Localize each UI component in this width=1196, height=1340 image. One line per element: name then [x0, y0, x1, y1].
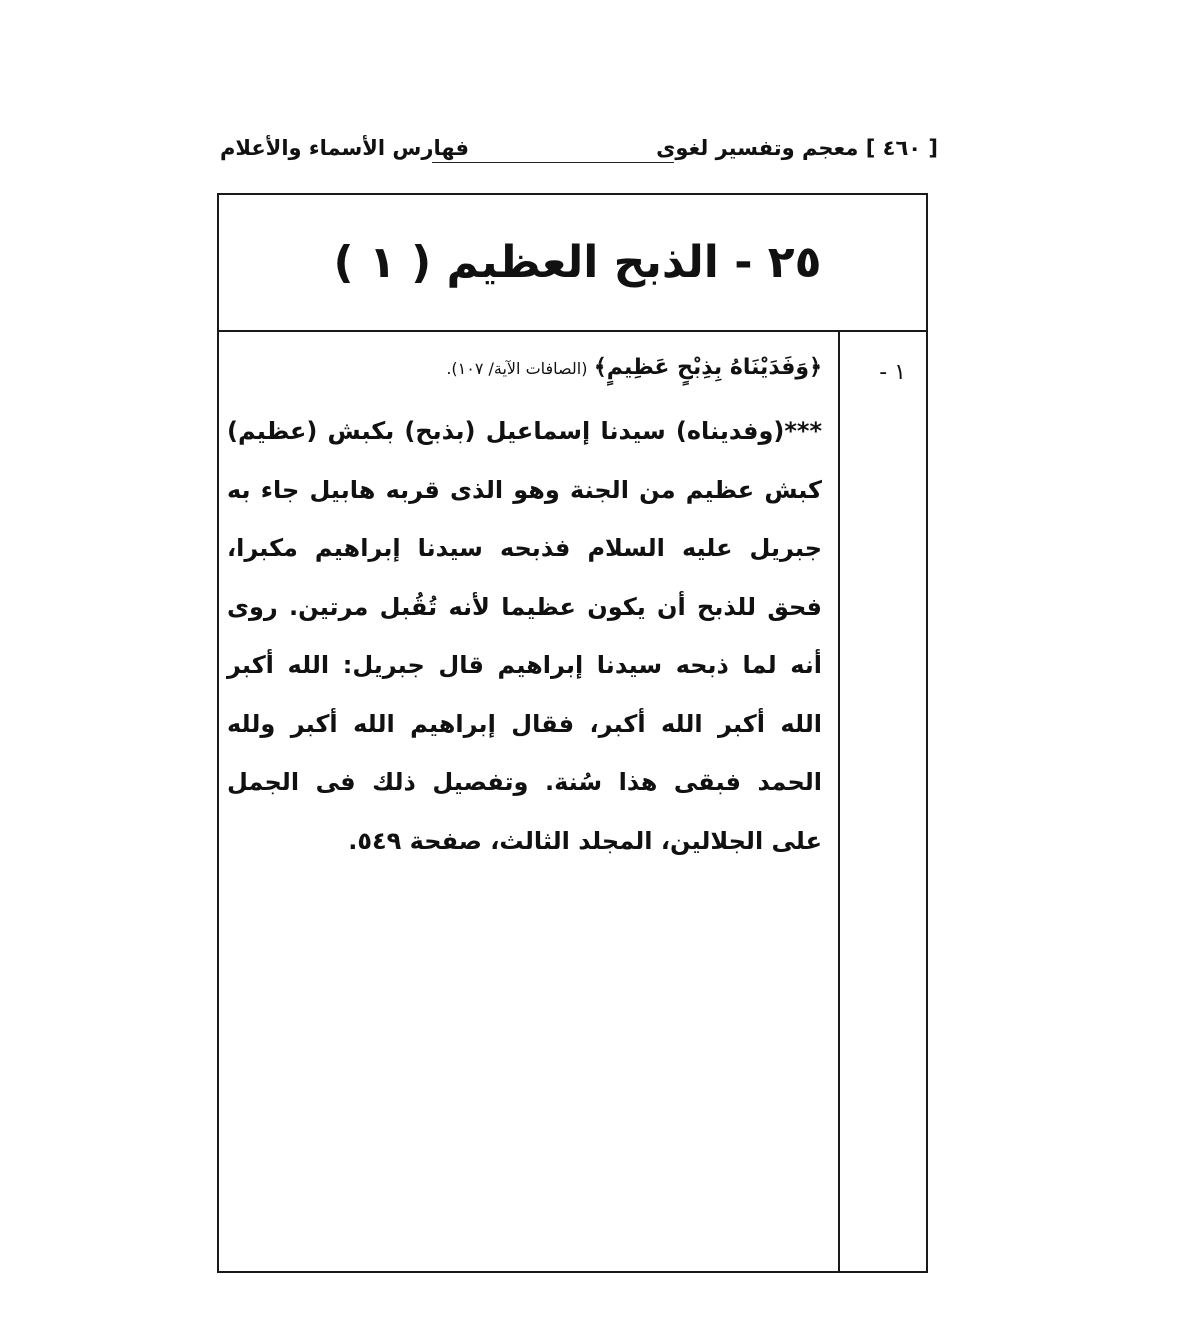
entry-title: ٢٥ - الذبح العظيم ( ١ ) — [333, 237, 822, 288]
entry-frame — [217, 193, 928, 1273]
verse-line — [227, 355, 822, 380]
scan-mark — [212, 1267, 216, 1271]
explanation-paragraph: ***(وفديناه) سيدنا إسماعيل (بذبح) بكبش (عظيم) كبش عظيم من الجنة وهو الذى قربه هابيل جاء به جبريل عليه السلام فذبحه سيدنا إبراهيم مكبرا، فحق للذبح أن يكون عظيما لأنه تُقُبل مرتين. روى أنه لما ذبحه سيدنا إبراهيم قال جبريل: الله أكبر الله أكبر الله أكبر، فقال إبراهيم الله أكبر ولله الحمد فبقى هذا سُنة. وتفصيل ذلك فى الجمل على الجلالين، المجلد الثالث، صفحة ٥٤٩. — [227, 417, 822, 855]
page-header — [214, 128, 938, 172]
quran-verse: ﴿وَفَدَيْنَاهُ بِذِبْحٍ عَظِيمٍ﴾ — [593, 355, 822, 380]
section-title: فهارس الأسماء والأعلام — [220, 136, 469, 160]
title-box — [219, 195, 926, 332]
header-rule — [432, 162, 674, 163]
entry-number-column — [838, 330, 926, 1271]
page-reference: [ ٤٦٠ ] معجم وتفسير لغوى — [656, 136, 938, 160]
entry-content — [219, 330, 838, 1271]
entry-number: ١ - — [879, 360, 906, 385]
verse-reference: (الصافات الآية/ ١٠٧). — [446, 359, 588, 378]
